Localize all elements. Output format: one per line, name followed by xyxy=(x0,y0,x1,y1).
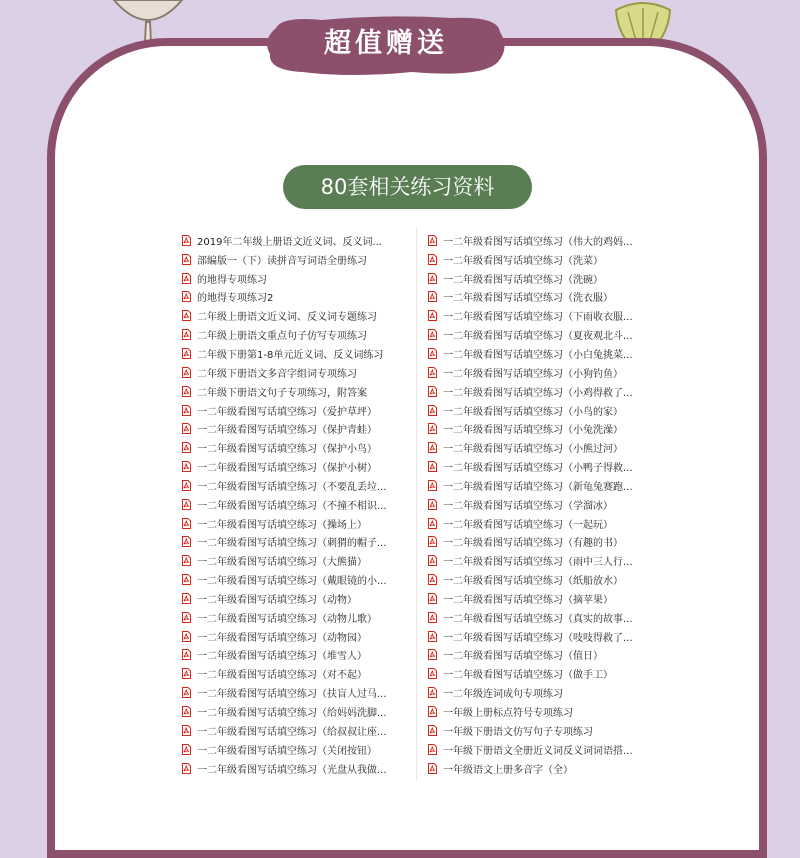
banner xyxy=(262,14,510,78)
file-list-item[interactable] xyxy=(428,288,660,307)
file-name: 一二年级看图写话填空练习（操场上） xyxy=(197,519,367,531)
pdf-icon xyxy=(182,291,191,302)
file-name: 一二年级看图写话填空练习（给叔叔让座... xyxy=(197,726,387,738)
pdf-icon xyxy=(428,555,437,566)
pdf-icon xyxy=(182,687,191,698)
file-list-item[interactable] xyxy=(428,570,660,589)
pdf-icon xyxy=(182,273,191,284)
pdf-icon xyxy=(428,631,437,642)
file-name: 二年级下册第1-8单元近义词、反义词练习 xyxy=(197,349,384,361)
file-list-item[interactable] xyxy=(428,401,660,420)
pdf-icon xyxy=(182,329,191,340)
file-name: 一二年级看图写话填空练习（保护小鸟） xyxy=(197,444,377,456)
file-name: 一二年级看图写话填空练习（吱吱得救了... xyxy=(443,632,633,644)
file-name: 一二年级看图写话填空练习（值日） xyxy=(443,651,603,663)
file-name: 的地得专项练习2 xyxy=(197,293,274,305)
pdf-icon xyxy=(182,518,191,529)
file-list-item[interactable] xyxy=(428,702,660,721)
file-name: 一年级上册标点符号专项练习 xyxy=(443,708,573,720)
file-list-item[interactable] xyxy=(428,344,660,363)
file-name: 一二年级看图写话填空练习（小兔洗澡） xyxy=(443,425,623,437)
file-list-item[interactable] xyxy=(182,759,407,778)
file-list-item[interactable] xyxy=(428,457,660,476)
file-list-item[interactable] xyxy=(182,306,407,325)
file-name: 部编版一（下）读拼音写词语全册练习 xyxy=(197,255,367,267)
pdf-icon xyxy=(428,254,437,265)
file-list-item[interactable] xyxy=(182,721,407,740)
file-name: 一二年级看图写话填空练习（动物儿歌） xyxy=(197,613,377,625)
section-title: 80套相关练习资料 xyxy=(283,165,532,209)
file-list-item[interactable] xyxy=(182,683,407,702)
file-name: 一二年级看图写话填空练习（摘苹果） xyxy=(443,594,613,606)
pdf-icon xyxy=(182,499,191,510)
pdf-icon xyxy=(182,593,191,604)
file-list-item[interactable] xyxy=(182,589,407,608)
file-list-item[interactable] xyxy=(428,740,660,759)
file-list-item[interactable] xyxy=(182,533,407,552)
pdf-icon xyxy=(428,687,437,698)
file-list-item[interactable] xyxy=(428,419,660,438)
pdf-icon xyxy=(182,763,191,774)
file-list-item[interactable] xyxy=(182,514,407,533)
file-list-item[interactable] xyxy=(428,363,660,382)
pdf-icon xyxy=(428,480,437,491)
file-list-left xyxy=(182,231,407,777)
pdf-icon xyxy=(182,706,191,717)
pdf-icon xyxy=(182,536,191,547)
pdf-icon xyxy=(428,593,437,604)
pdf-icon xyxy=(428,668,437,679)
file-name: 一二年级看图写话填空练习（有趣的书） xyxy=(443,538,623,550)
pdf-icon xyxy=(428,367,437,378)
file-name: 一年级下册语文全册近义词反义词词语搭... xyxy=(443,745,633,757)
pdf-icon xyxy=(182,461,191,472)
file-list-item[interactable] xyxy=(428,627,660,646)
file-list-item[interactable] xyxy=(182,702,407,721)
file-name: 一二年级看图写话填空练习（真实的故事... xyxy=(443,613,633,625)
file-name: 一二年级看图写话填空练习（雨中三人行... xyxy=(443,557,633,569)
file-name: 一二年级看图写话填空练习（保护青蛙） xyxy=(197,425,377,437)
file-list-right xyxy=(428,231,660,777)
file-list-item[interactable] xyxy=(182,325,407,344)
file-list-item[interactable] xyxy=(428,495,660,514)
file-list-item[interactable] xyxy=(428,551,660,570)
file-list-item[interactable] xyxy=(182,495,407,514)
pdf-icon xyxy=(428,235,437,246)
file-list-item[interactable] xyxy=(428,664,660,683)
file-list-item[interactable] xyxy=(428,514,660,533)
file-name: 二年级下册语文多音字组词专项练习 xyxy=(197,368,357,380)
file-list-item[interactable] xyxy=(182,419,407,438)
file-list-item[interactable] xyxy=(182,231,407,250)
file-name: 一二年级看图写话填空练习（小熊过河） xyxy=(443,444,623,456)
file-name: 一二年级看图写话填空练习（洗菜） xyxy=(443,255,603,267)
pdf-icon xyxy=(182,480,191,491)
file-name: 一年级下册语文仿写句子专项练习 xyxy=(443,726,593,738)
file-name: 一二年级看图写话填空练习（动物园） xyxy=(197,632,367,644)
file-name: 一二年级看图写话填空练习（不撞不相识... xyxy=(197,500,387,512)
pdf-icon xyxy=(428,310,437,321)
file-name: 一二年级看图写话填空练习（动物） xyxy=(197,594,357,606)
file-name: 一二年级看图写话填空练习（洗衣服） xyxy=(443,293,613,305)
pdf-icon xyxy=(428,536,437,547)
file-list-item[interactable] xyxy=(428,250,660,269)
file-name: 一二年级看图写话填空练习（一起玩） xyxy=(443,519,613,531)
file-name: 一二年级看图写话填空练习（小鸡得救了... xyxy=(443,387,633,399)
banner-title: 超值赠送 xyxy=(324,28,448,59)
pdf-icon xyxy=(182,367,191,378)
pdf-icon xyxy=(182,612,191,623)
file-list-item[interactable] xyxy=(428,231,660,250)
pdf-icon xyxy=(182,235,191,246)
file-list-item[interactable] xyxy=(182,269,407,288)
file-name: 一二年级看图写话填空练习（伟大的鸡妈... xyxy=(443,236,633,248)
file-list-item[interactable] xyxy=(428,476,660,495)
file-name: 2019年二年级上册语文近义词、反义词... xyxy=(197,236,382,248)
file-list-item[interactable] xyxy=(182,646,407,665)
file-name: 一二年级看图写话填空练习（小狗钓鱼） xyxy=(443,368,623,380)
file-name: 一二年级看图写话填空练习（刺猬的帽子... xyxy=(197,538,387,550)
column-divider xyxy=(416,228,417,780)
file-list-item[interactable] xyxy=(428,269,660,288)
pdf-icon xyxy=(182,574,191,585)
pdf-icon xyxy=(182,668,191,679)
file-list-item[interactable] xyxy=(182,664,407,683)
file-list-item[interactable] xyxy=(428,759,660,778)
file-list-item[interactable] xyxy=(182,608,407,627)
file-list-item[interactable] xyxy=(428,608,660,627)
pdf-icon xyxy=(428,461,437,472)
pdf-icon xyxy=(428,405,437,416)
pdf-icon xyxy=(182,555,191,566)
file-name: 一二年级看图写话填空练习（洗碗） xyxy=(443,274,603,286)
file-name: 一二年级看图写话填空练习（给妈妈洗脚... xyxy=(197,708,387,720)
pdf-icon xyxy=(182,744,191,755)
pdf-icon xyxy=(182,725,191,736)
file-list-item[interactable] xyxy=(182,570,407,589)
file-list-item[interactable] xyxy=(182,344,407,363)
pdf-icon xyxy=(182,310,191,321)
file-list-item[interactable] xyxy=(428,438,660,457)
file-list-item[interactable] xyxy=(182,476,407,495)
pdf-icon xyxy=(428,348,437,359)
file-name: 一年级语文上册多音字（全） xyxy=(443,764,573,776)
file-list-item[interactable] xyxy=(428,306,660,325)
file-name: 一二年级看图写话填空练习（不要乱丢垃... xyxy=(197,481,387,493)
pdf-icon xyxy=(428,273,437,284)
pdf-icon xyxy=(428,612,437,623)
pdf-icon xyxy=(182,405,191,416)
pdf-icon xyxy=(428,574,437,585)
file-list-item[interactable] xyxy=(182,438,407,457)
pdf-icon xyxy=(182,348,191,359)
file-name: 二年级上册语文重点句子仿写专项练习 xyxy=(197,331,367,343)
file-name: 一二年级看图写话填空练习（学溜冰） xyxy=(443,500,613,512)
file-list-item[interactable] xyxy=(182,382,407,401)
file-name: 一二年级看图写话填空练习（小鸭子得救... xyxy=(443,463,633,475)
pdf-icon xyxy=(182,631,191,642)
file-name: 二年级上册语文近义词、反义词专题练习 xyxy=(197,312,377,324)
pdf-icon xyxy=(182,442,191,453)
pdf-icon xyxy=(182,649,191,660)
file-name: 一二年级看图写话填空练习（大熊猫） xyxy=(197,557,367,569)
file-list-item[interactable] xyxy=(182,551,407,570)
file-name: 一二年级看图写话填空练习（新龟兔赛跑... xyxy=(443,481,633,493)
file-list-item[interactable] xyxy=(182,627,407,646)
pdf-icon xyxy=(428,706,437,717)
file-list-item[interactable] xyxy=(428,533,660,552)
file-name: 一二年级看图写话填空练习（光盘从我做... xyxy=(197,764,387,776)
file-name: 一二年级看图写话填空练习（下雨收衣服... xyxy=(443,312,633,324)
file-name: 一二年级看图写话填空练习（夏夜观北斗... xyxy=(443,331,633,343)
pdf-icon xyxy=(428,725,437,736)
pdf-icon xyxy=(428,291,437,302)
file-name: 一二年级看图写话填空练习（对不起） xyxy=(197,670,367,682)
file-name: 一二年级看图写话填空练习（纸船放水） xyxy=(443,576,623,588)
file-name: 一二年级看图写话填空练习（扶盲人过马... xyxy=(197,689,387,701)
file-name: 一二年级看图写话填空练习（戴眼镜的小... xyxy=(197,576,387,588)
pdf-icon xyxy=(182,254,191,265)
file-list-item[interactable] xyxy=(182,401,407,420)
file-name: 二年级下册语文句子专项练习，附答案 xyxy=(197,387,367,399)
file-name: 一二年级看图写话填空练习（做手工） xyxy=(443,670,613,682)
file-name: 一二年级看图写话填空练习（爱护草坪） xyxy=(197,406,377,418)
file-name: 一二年级连词成句专项练习 xyxy=(443,689,563,701)
pdf-icon xyxy=(428,442,437,453)
file-list-item[interactable] xyxy=(428,721,660,740)
file-list-item[interactable] xyxy=(182,363,407,382)
file-list-item[interactable] xyxy=(182,250,407,269)
pdf-icon xyxy=(428,744,437,755)
pdf-icon xyxy=(428,763,437,774)
file-list-item[interactable] xyxy=(428,325,660,344)
file-name: 一二年级看图写话填空练习（小白兔挑菜... xyxy=(443,349,633,361)
pdf-icon xyxy=(182,423,191,434)
pdf-icon xyxy=(428,649,437,660)
pdf-icon xyxy=(182,386,191,397)
file-name: 的地得专项练习 xyxy=(197,274,267,286)
file-list-item[interactable] xyxy=(428,589,660,608)
file-name: 一二年级看图写话填空练习（小鸟的家） xyxy=(443,406,623,418)
file-list-item[interactable] xyxy=(428,646,660,665)
pdf-icon xyxy=(428,518,437,529)
file-name: 一二年级看图写话填空练习（保护小树） xyxy=(197,463,377,475)
file-list-item[interactable] xyxy=(182,457,407,476)
file-list-item[interactable] xyxy=(428,683,660,702)
file-list-item[interactable] xyxy=(182,288,407,307)
file-list-item[interactable] xyxy=(428,382,660,401)
pdf-icon xyxy=(428,423,437,434)
pdf-icon xyxy=(428,499,437,510)
file-name: 一二年级看图写话填空练习（关闭按钮） xyxy=(197,745,377,757)
pdf-icon xyxy=(428,386,437,397)
pdf-icon xyxy=(428,329,437,340)
file-list-item[interactable] xyxy=(182,740,407,759)
file-name: 一二年级看图写话填空练习（堆雪人） xyxy=(197,651,367,663)
